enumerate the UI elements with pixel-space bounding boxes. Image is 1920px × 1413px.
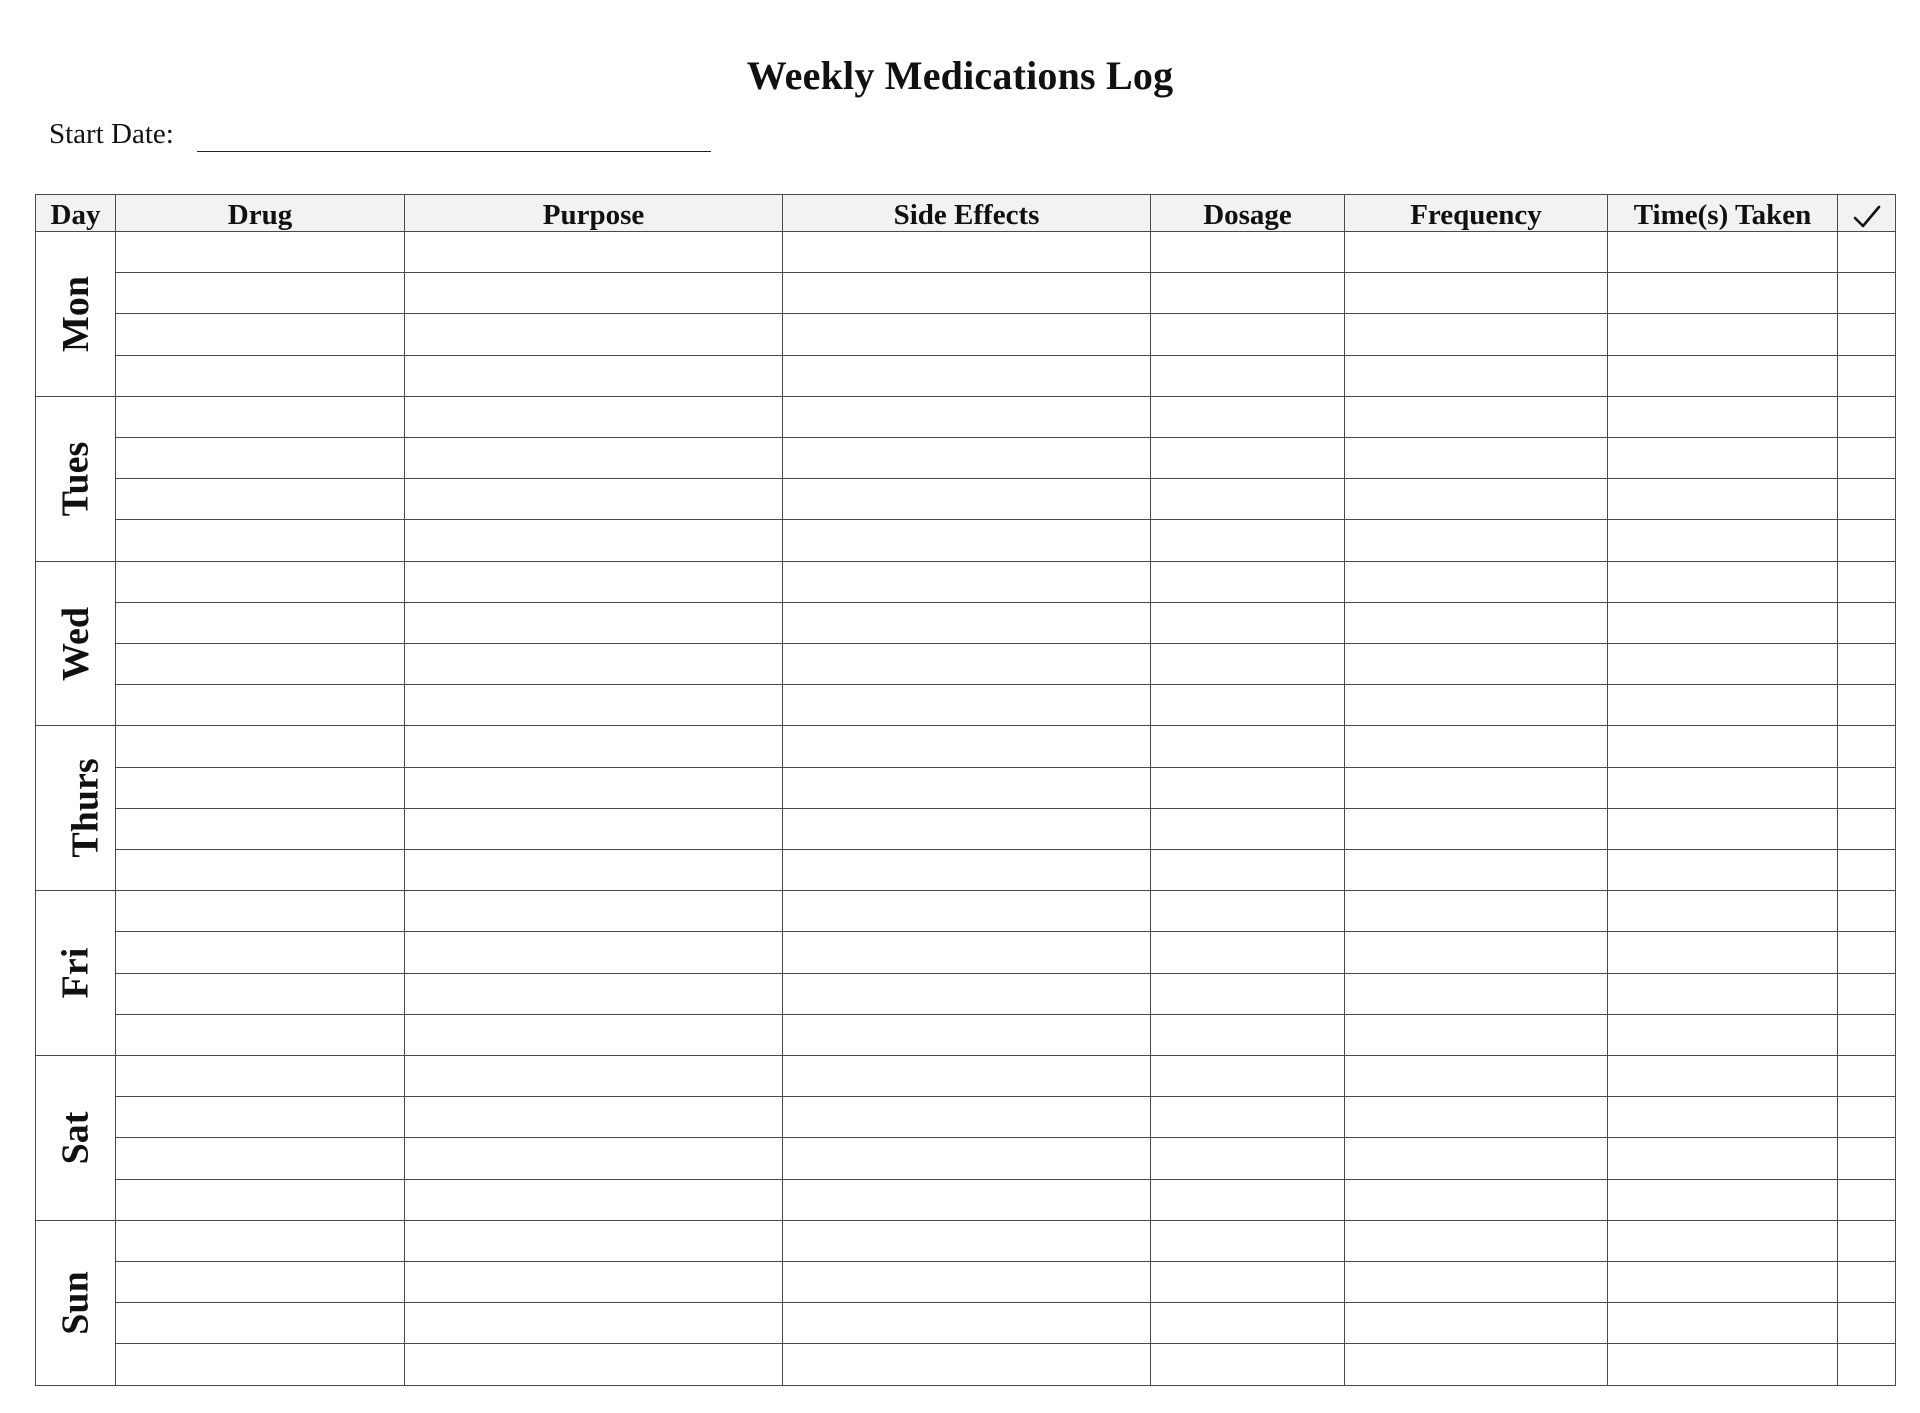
table-row <box>36 973 1896 1014</box>
dosage-cell[interactable] <box>1151 1014 1345 1055</box>
side-effects-cell[interactable] <box>783 808 1151 849</box>
dosage-cell[interactable] <box>1151 767 1345 808</box>
frequency-cell[interactable] <box>1345 1262 1608 1303</box>
taken-cell[interactable] <box>1838 1014 1896 1055</box>
frequency-cell[interactable] <box>1345 1014 1608 1055</box>
day-label: Thurs <box>64 758 107 858</box>
purpose-cell[interactable] <box>405 232 783 273</box>
taken-cell[interactable] <box>1838 273 1896 314</box>
dosage-cell[interactable] <box>1151 561 1345 602</box>
frequency-cell[interactable] <box>1345 396 1608 437</box>
day-cell <box>36 1056 116 1221</box>
medications-log-table <box>35 194 1896 1386</box>
dosage-cell[interactable] <box>1151 1220 1345 1261</box>
table-row <box>36 891 1896 932</box>
side-effects-cell[interactable] <box>783 314 1151 355</box>
drug-cell[interactable] <box>116 602 405 643</box>
drug-cell[interactable] <box>116 1262 405 1303</box>
header-frequency: Frequency <box>1345 195 1608 232</box>
taken-cell[interactable] <box>1838 1097 1896 1138</box>
table-row <box>36 479 1896 520</box>
frequency-cell[interactable] <box>1345 973 1608 1014</box>
purpose-cell[interactable] <box>405 1056 783 1097</box>
purpose-cell[interactable] <box>405 1179 783 1220</box>
dosage-cell[interactable] <box>1151 1138 1345 1179</box>
times-taken-cell[interactable] <box>1608 726 1838 767</box>
taken-cell[interactable] <box>1838 1220 1896 1261</box>
dosage-cell[interactable] <box>1151 1056 1345 1097</box>
times-taken-cell[interactable] <box>1608 1303 1838 1344</box>
side-effects-cell[interactable] <box>783 1138 1151 1179</box>
taken-cell[interactable] <box>1838 767 1896 808</box>
table-row <box>36 932 1896 973</box>
side-effects-cell[interactable] <box>783 232 1151 273</box>
times-taken-cell[interactable] <box>1608 520 1838 561</box>
times-taken-cell[interactable] <box>1608 1262 1838 1303</box>
day-label: Sun <box>54 1271 97 1335</box>
start-date-field[interactable] <box>197 113 711 152</box>
drug-cell[interactable] <box>116 726 405 767</box>
times-taken-cell[interactable] <box>1608 685 1838 726</box>
taken-cell[interactable] <box>1838 973 1896 1014</box>
header-dosage: Dosage <box>1151 195 1345 232</box>
drug-cell[interactable] <box>116 438 405 479</box>
table-row <box>36 1303 1896 1344</box>
day-label: Fri <box>54 947 97 999</box>
table-row <box>36 1138 1896 1179</box>
times-taken-cell[interactable] <box>1608 644 1838 685</box>
taken-cell[interactable] <box>1838 1303 1896 1344</box>
taken-cell[interactable] <box>1838 520 1896 561</box>
drug-cell[interactable] <box>116 314 405 355</box>
day-label: Mon <box>54 275 97 352</box>
day-cell <box>36 396 116 561</box>
header-times-taken: Time(s) Taken <box>1608 195 1838 232</box>
purpose-cell[interactable] <box>405 932 783 973</box>
drug-cell[interactable] <box>116 1303 405 1344</box>
header-side-effects: Side Effects <box>783 195 1151 232</box>
purpose-cell[interactable] <box>405 1014 783 1055</box>
side-effects-cell[interactable] <box>783 602 1151 643</box>
taken-cell[interactable] <box>1838 396 1896 437</box>
taken-cell[interactable] <box>1838 726 1896 767</box>
times-taken-cell[interactable] <box>1608 767 1838 808</box>
frequency-cell[interactable] <box>1345 808 1608 849</box>
frequency-cell[interactable] <box>1345 232 1608 273</box>
frequency-cell[interactable] <box>1345 479 1608 520</box>
table-row <box>36 767 1896 808</box>
frequency-cell[interactable] <box>1345 438 1608 479</box>
purpose-cell[interactable] <box>405 1097 783 1138</box>
times-taken-cell[interactable] <box>1608 355 1838 396</box>
table-row <box>36 1344 1896 1386</box>
drug-cell[interactable] <box>116 561 405 602</box>
purpose-cell[interactable] <box>405 273 783 314</box>
dosage-cell[interactable] <box>1151 396 1345 437</box>
table-row <box>36 561 1896 602</box>
times-taken-cell[interactable] <box>1608 1179 1838 1220</box>
header-day: Day <box>36 195 116 232</box>
day-cell <box>36 726 116 891</box>
times-taken-cell[interactable] <box>1608 891 1838 932</box>
side-effects-cell[interactable] <box>783 396 1151 437</box>
times-taken-cell[interactable] <box>1608 1014 1838 1055</box>
taken-cell[interactable] <box>1838 232 1896 273</box>
times-taken-cell[interactable] <box>1608 973 1838 1014</box>
dosage-cell[interactable] <box>1151 808 1345 849</box>
purpose-cell[interactable] <box>405 1262 783 1303</box>
taken-cell[interactable] <box>1838 1262 1896 1303</box>
start-date-row <box>49 113 749 153</box>
purpose-cell[interactable] <box>405 1220 783 1261</box>
times-taken-cell[interactable] <box>1608 1056 1838 1097</box>
drug-cell[interactable] <box>116 520 405 561</box>
frequency-cell[interactable] <box>1345 726 1608 767</box>
frequency-cell[interactable] <box>1345 1344 1608 1386</box>
drug-cell[interactable] <box>116 1138 405 1179</box>
drug-cell[interactable] <box>116 685 405 726</box>
times-taken-cell[interactable] <box>1608 1220 1838 1261</box>
dosage-cell[interactable] <box>1151 273 1345 314</box>
dosage-cell[interactable] <box>1151 232 1345 273</box>
side-effects-cell[interactable] <box>783 973 1151 1014</box>
drug-cell[interactable] <box>116 891 405 932</box>
side-effects-cell[interactable] <box>783 726 1151 767</box>
day-cell <box>36 232 116 397</box>
drug-cell[interactable] <box>116 973 405 1014</box>
frequency-cell[interactable] <box>1345 685 1608 726</box>
drug-cell[interactable] <box>116 932 405 973</box>
times-taken-cell[interactable] <box>1608 232 1838 273</box>
table-row <box>36 1056 1896 1097</box>
purpose-cell[interactable] <box>405 644 783 685</box>
times-taken-cell[interactable] <box>1608 932 1838 973</box>
dosage-cell[interactable] <box>1151 314 1345 355</box>
dosage-cell[interactable] <box>1151 1179 1345 1220</box>
purpose-cell[interactable] <box>405 479 783 520</box>
taken-cell[interactable] <box>1838 561 1896 602</box>
taken-cell[interactable] <box>1838 438 1896 479</box>
drug-cell[interactable] <box>116 1014 405 1055</box>
taken-cell[interactable] <box>1838 1056 1896 1097</box>
side-effects-cell[interactable] <box>783 438 1151 479</box>
table-row <box>36 850 1896 891</box>
table-row <box>36 232 1896 273</box>
taken-cell[interactable] <box>1838 355 1896 396</box>
dosage-cell[interactable] <box>1151 644 1345 685</box>
dosage-cell[interactable] <box>1151 479 1345 520</box>
drug-cell[interactable] <box>116 850 405 891</box>
side-effects-cell[interactable] <box>783 850 1151 891</box>
taken-cell[interactable] <box>1838 1344 1896 1386</box>
day-label: Sat <box>54 1111 97 1165</box>
table-row <box>36 1014 1896 1055</box>
header-row <box>36 195 1896 232</box>
taken-cell[interactable] <box>1838 479 1896 520</box>
purpose-cell[interactable] <box>405 520 783 561</box>
purpose-cell[interactable] <box>405 1344 783 1386</box>
frequency-cell[interactable] <box>1345 273 1608 314</box>
frequency-cell[interactable] <box>1345 520 1608 561</box>
dosage-cell[interactable] <box>1151 891 1345 932</box>
dosage-cell[interactable] <box>1151 1262 1345 1303</box>
frequency-cell[interactable] <box>1345 891 1608 932</box>
side-effects-cell[interactable] <box>783 685 1151 726</box>
table-row <box>36 1220 1896 1261</box>
drug-cell[interactable] <box>116 767 405 808</box>
dosage-cell[interactable] <box>1151 438 1345 479</box>
side-effects-cell[interactable] <box>783 644 1151 685</box>
side-effects-cell[interactable] <box>783 1056 1151 1097</box>
frequency-cell[interactable] <box>1345 1097 1608 1138</box>
times-taken-cell[interactable] <box>1608 314 1838 355</box>
dosage-cell[interactable] <box>1151 685 1345 726</box>
drug-cell[interactable] <box>116 1056 405 1097</box>
drug-cell[interactable] <box>116 273 405 314</box>
purpose-cell[interactable] <box>405 355 783 396</box>
side-effects-cell[interactable] <box>783 561 1151 602</box>
frequency-cell[interactable] <box>1345 1179 1608 1220</box>
side-effects-cell[interactable] <box>783 1344 1151 1386</box>
side-effects-cell[interactable] <box>783 355 1151 396</box>
purpose-cell[interactable] <box>405 602 783 643</box>
times-taken-cell[interactable] <box>1608 479 1838 520</box>
purpose-cell[interactable] <box>405 891 783 932</box>
side-effects-cell[interactable] <box>783 1303 1151 1344</box>
purpose-cell[interactable] <box>405 1138 783 1179</box>
taken-cell[interactable] <box>1838 850 1896 891</box>
table-row <box>36 726 1896 767</box>
drug-cell[interactable] <box>116 355 405 396</box>
drug-cell[interactable] <box>116 479 405 520</box>
frequency-cell[interactable] <box>1345 1138 1608 1179</box>
purpose-cell[interactable] <box>405 973 783 1014</box>
times-taken-cell[interactable] <box>1608 561 1838 602</box>
purpose-cell[interactable] <box>405 808 783 849</box>
header-purpose: Purpose <box>405 195 783 232</box>
taken-cell[interactable] <box>1838 932 1896 973</box>
frequency-cell[interactable] <box>1345 1056 1608 1097</box>
start-date-label: Start Date: <box>49 118 174 150</box>
times-taken-cell[interactable] <box>1608 438 1838 479</box>
dosage-cell[interactable] <box>1151 1344 1345 1386</box>
frequency-cell[interactable] <box>1345 767 1608 808</box>
drug-cell[interactable] <box>116 1344 405 1386</box>
table-row <box>36 685 1896 726</box>
dosage-cell[interactable] <box>1151 1303 1345 1344</box>
log-body <box>36 232 1896 1386</box>
taken-cell[interactable] <box>1838 314 1896 355</box>
times-taken-cell[interactable] <box>1608 808 1838 849</box>
frequency-cell[interactable] <box>1345 1220 1608 1261</box>
dosage-cell[interactable] <box>1151 1097 1345 1138</box>
table-row <box>36 438 1896 479</box>
side-effects-cell[interactable] <box>783 1220 1151 1261</box>
purpose-cell[interactable] <box>405 314 783 355</box>
taken-cell[interactable] <box>1838 808 1896 849</box>
purpose-cell[interactable] <box>405 561 783 602</box>
drug-cell[interactable] <box>116 1220 405 1261</box>
checkmark-icon <box>1852 204 1882 230</box>
purpose-cell[interactable] <box>405 685 783 726</box>
day-cell <box>36 1220 116 1385</box>
drug-cell[interactable] <box>116 808 405 849</box>
purpose-cell[interactable] <box>405 850 783 891</box>
table-row <box>36 520 1896 561</box>
drug-cell[interactable] <box>116 1097 405 1138</box>
side-effects-cell[interactable] <box>783 932 1151 973</box>
table-row <box>36 1179 1896 1220</box>
dosage-cell[interactable] <box>1151 850 1345 891</box>
side-effects-cell[interactable] <box>783 1179 1151 1220</box>
page-title: Weekly Medications Log <box>746 53 1174 98</box>
side-effects-cell[interactable] <box>783 520 1151 561</box>
table-row <box>36 273 1896 314</box>
frequency-cell[interactable] <box>1345 644 1608 685</box>
side-effects-cell[interactable] <box>783 1262 1151 1303</box>
table-row <box>36 602 1896 643</box>
frequency-cell[interactable] <box>1345 561 1608 602</box>
purpose-cell[interactable] <box>405 396 783 437</box>
taken-cell[interactable] <box>1838 602 1896 643</box>
side-effects-cell[interactable] <box>783 479 1151 520</box>
side-effects-cell[interactable] <box>783 767 1151 808</box>
times-taken-cell[interactable] <box>1608 1344 1838 1386</box>
frequency-cell[interactable] <box>1345 602 1608 643</box>
side-effects-cell[interactable] <box>783 1014 1151 1055</box>
table-row <box>36 1097 1896 1138</box>
purpose-cell[interactable] <box>405 767 783 808</box>
dosage-cell[interactable] <box>1151 932 1345 973</box>
table-row <box>36 808 1896 849</box>
table-row <box>36 644 1896 685</box>
day-cell <box>36 561 116 726</box>
taken-cell[interactable] <box>1838 1179 1896 1220</box>
taken-cell[interactable] <box>1838 1138 1896 1179</box>
times-taken-cell[interactable] <box>1608 850 1838 891</box>
side-effects-cell[interactable] <box>783 891 1151 932</box>
day-label: Wed <box>54 606 97 681</box>
table-row <box>36 355 1896 396</box>
table-row <box>36 396 1896 437</box>
taken-cell[interactable] <box>1838 685 1896 726</box>
frequency-cell[interactable] <box>1345 355 1608 396</box>
drug-cell[interactable] <box>116 396 405 437</box>
frequency-cell[interactable] <box>1345 850 1608 891</box>
day-cell <box>36 891 116 1056</box>
frequency-cell[interactable] <box>1345 932 1608 973</box>
frequency-cell[interactable] <box>1345 1303 1608 1344</box>
dosage-cell[interactable] <box>1151 355 1345 396</box>
table-row <box>36 314 1896 355</box>
purpose-cell[interactable] <box>405 726 783 767</box>
drug-cell[interactable] <box>116 644 405 685</box>
frequency-cell[interactable] <box>1345 314 1608 355</box>
header-taken <box>1838 195 1896 232</box>
times-taken-cell[interactable] <box>1608 602 1838 643</box>
drug-cell[interactable] <box>116 1179 405 1220</box>
purpose-cell[interactable] <box>405 1303 783 1344</box>
day-label: Tues <box>54 441 97 517</box>
taken-cell[interactable] <box>1838 644 1896 685</box>
times-taken-cell[interactable] <box>1608 396 1838 437</box>
side-effects-cell[interactable] <box>783 1097 1151 1138</box>
dosage-cell[interactable] <box>1151 973 1345 1014</box>
dosage-cell[interactable] <box>1151 726 1345 767</box>
drug-cell[interactable] <box>116 232 405 273</box>
header-drug: Drug <box>116 195 405 232</box>
taken-cell[interactable] <box>1838 891 1896 932</box>
times-taken-cell[interactable] <box>1608 1097 1838 1138</box>
times-taken-cell[interactable] <box>1608 1138 1838 1179</box>
table-row <box>36 1262 1896 1303</box>
dosage-cell[interactable] <box>1151 520 1345 561</box>
purpose-cell[interactable] <box>405 438 783 479</box>
times-taken-cell[interactable] <box>1608 273 1838 314</box>
dosage-cell[interactable] <box>1151 602 1345 643</box>
side-effects-cell[interactable] <box>783 273 1151 314</box>
